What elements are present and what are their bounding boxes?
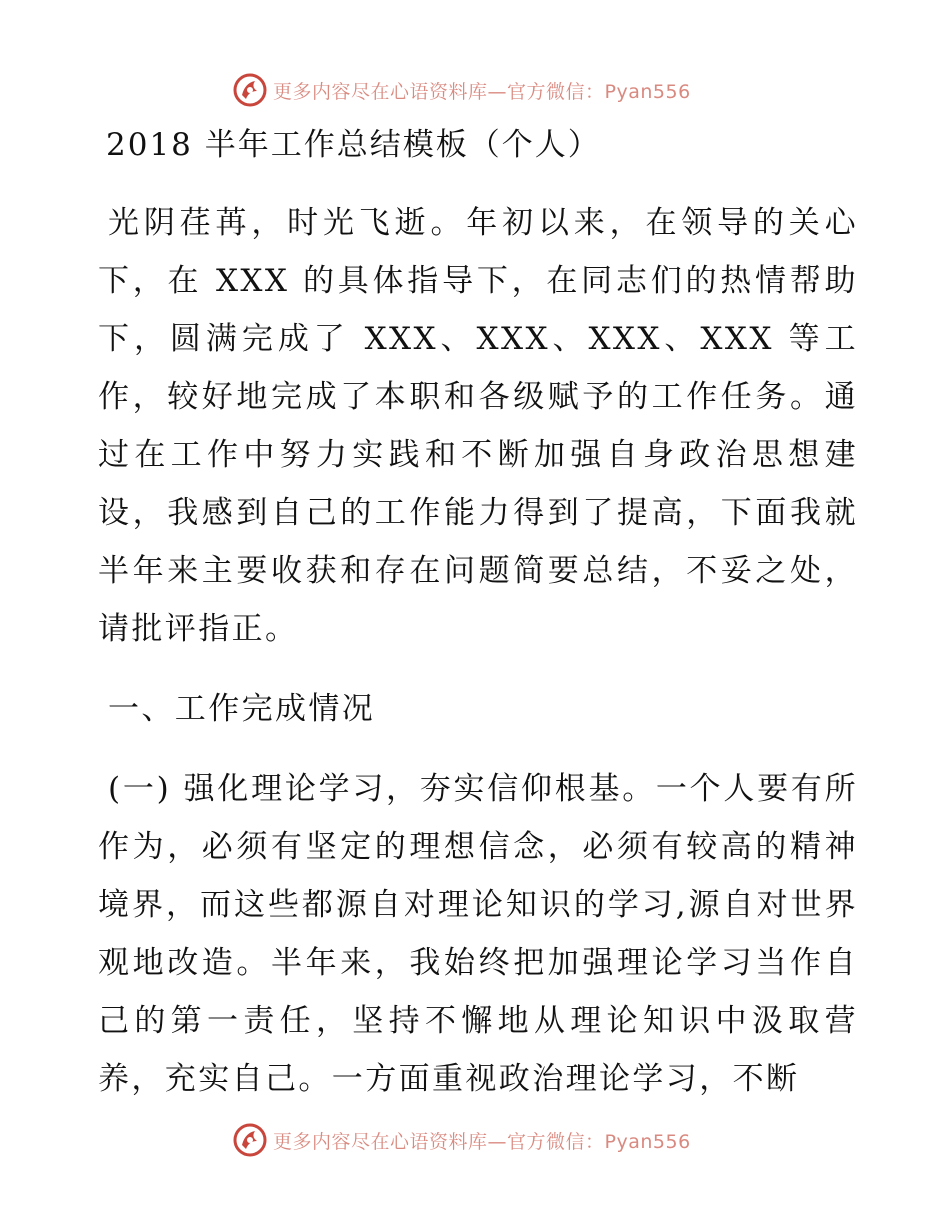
intro-paragraph: 光阴荏苒，时光飞逝。年初以来，在领导的关心下，在 XXX 的具体指导下，在同志们的热情帮助下，圆满完成了 XXX、XXX、XXX、XXX 等工作，较好地完成了本职和各级赋予的工作任务。通过在工作中努力实践和不断加强自身政治思想建设，我感到自己的工作能力得到了提高，下面我就半年来主要收获和存在问题简要总结，不妥之处，请批评指正。: [98, 205, 858, 647]
seal-logo-icon: [233, 1123, 267, 1157]
document-body: [98, 120, 858, 1108]
subsection-paragraph: (一) 强化理论学习，夯实信仰根基。一个人要有所作为，必须有坚定的理想信念，必须有较高的精神境界，而这些都源自对理论知识的学习,源自对世界观地改造。半年来，我始终把加强理论学习当作自己的第一责任，坚持不懈地从理论知识中汲取营养，充实自己。一方面重视政治理论学习，不断: [98, 771, 858, 1097]
document-title: 2018 半年工作总结模板（个人）: [106, 127, 601, 163]
watermark-text: 更多内容尽在心语资料库—官方微信：Pyan556: [273, 1130, 691, 1153]
seal-logo-icon: [233, 73, 267, 107]
section-heading: 一、工作完成情况: [108, 691, 376, 727]
header-watermark-banner: [233, 70, 691, 110]
footer-watermark-banner: [233, 1120, 691, 1160]
watermark-text: 更多内容尽在心语资料库—官方微信：Pyan556: [273, 80, 691, 103]
